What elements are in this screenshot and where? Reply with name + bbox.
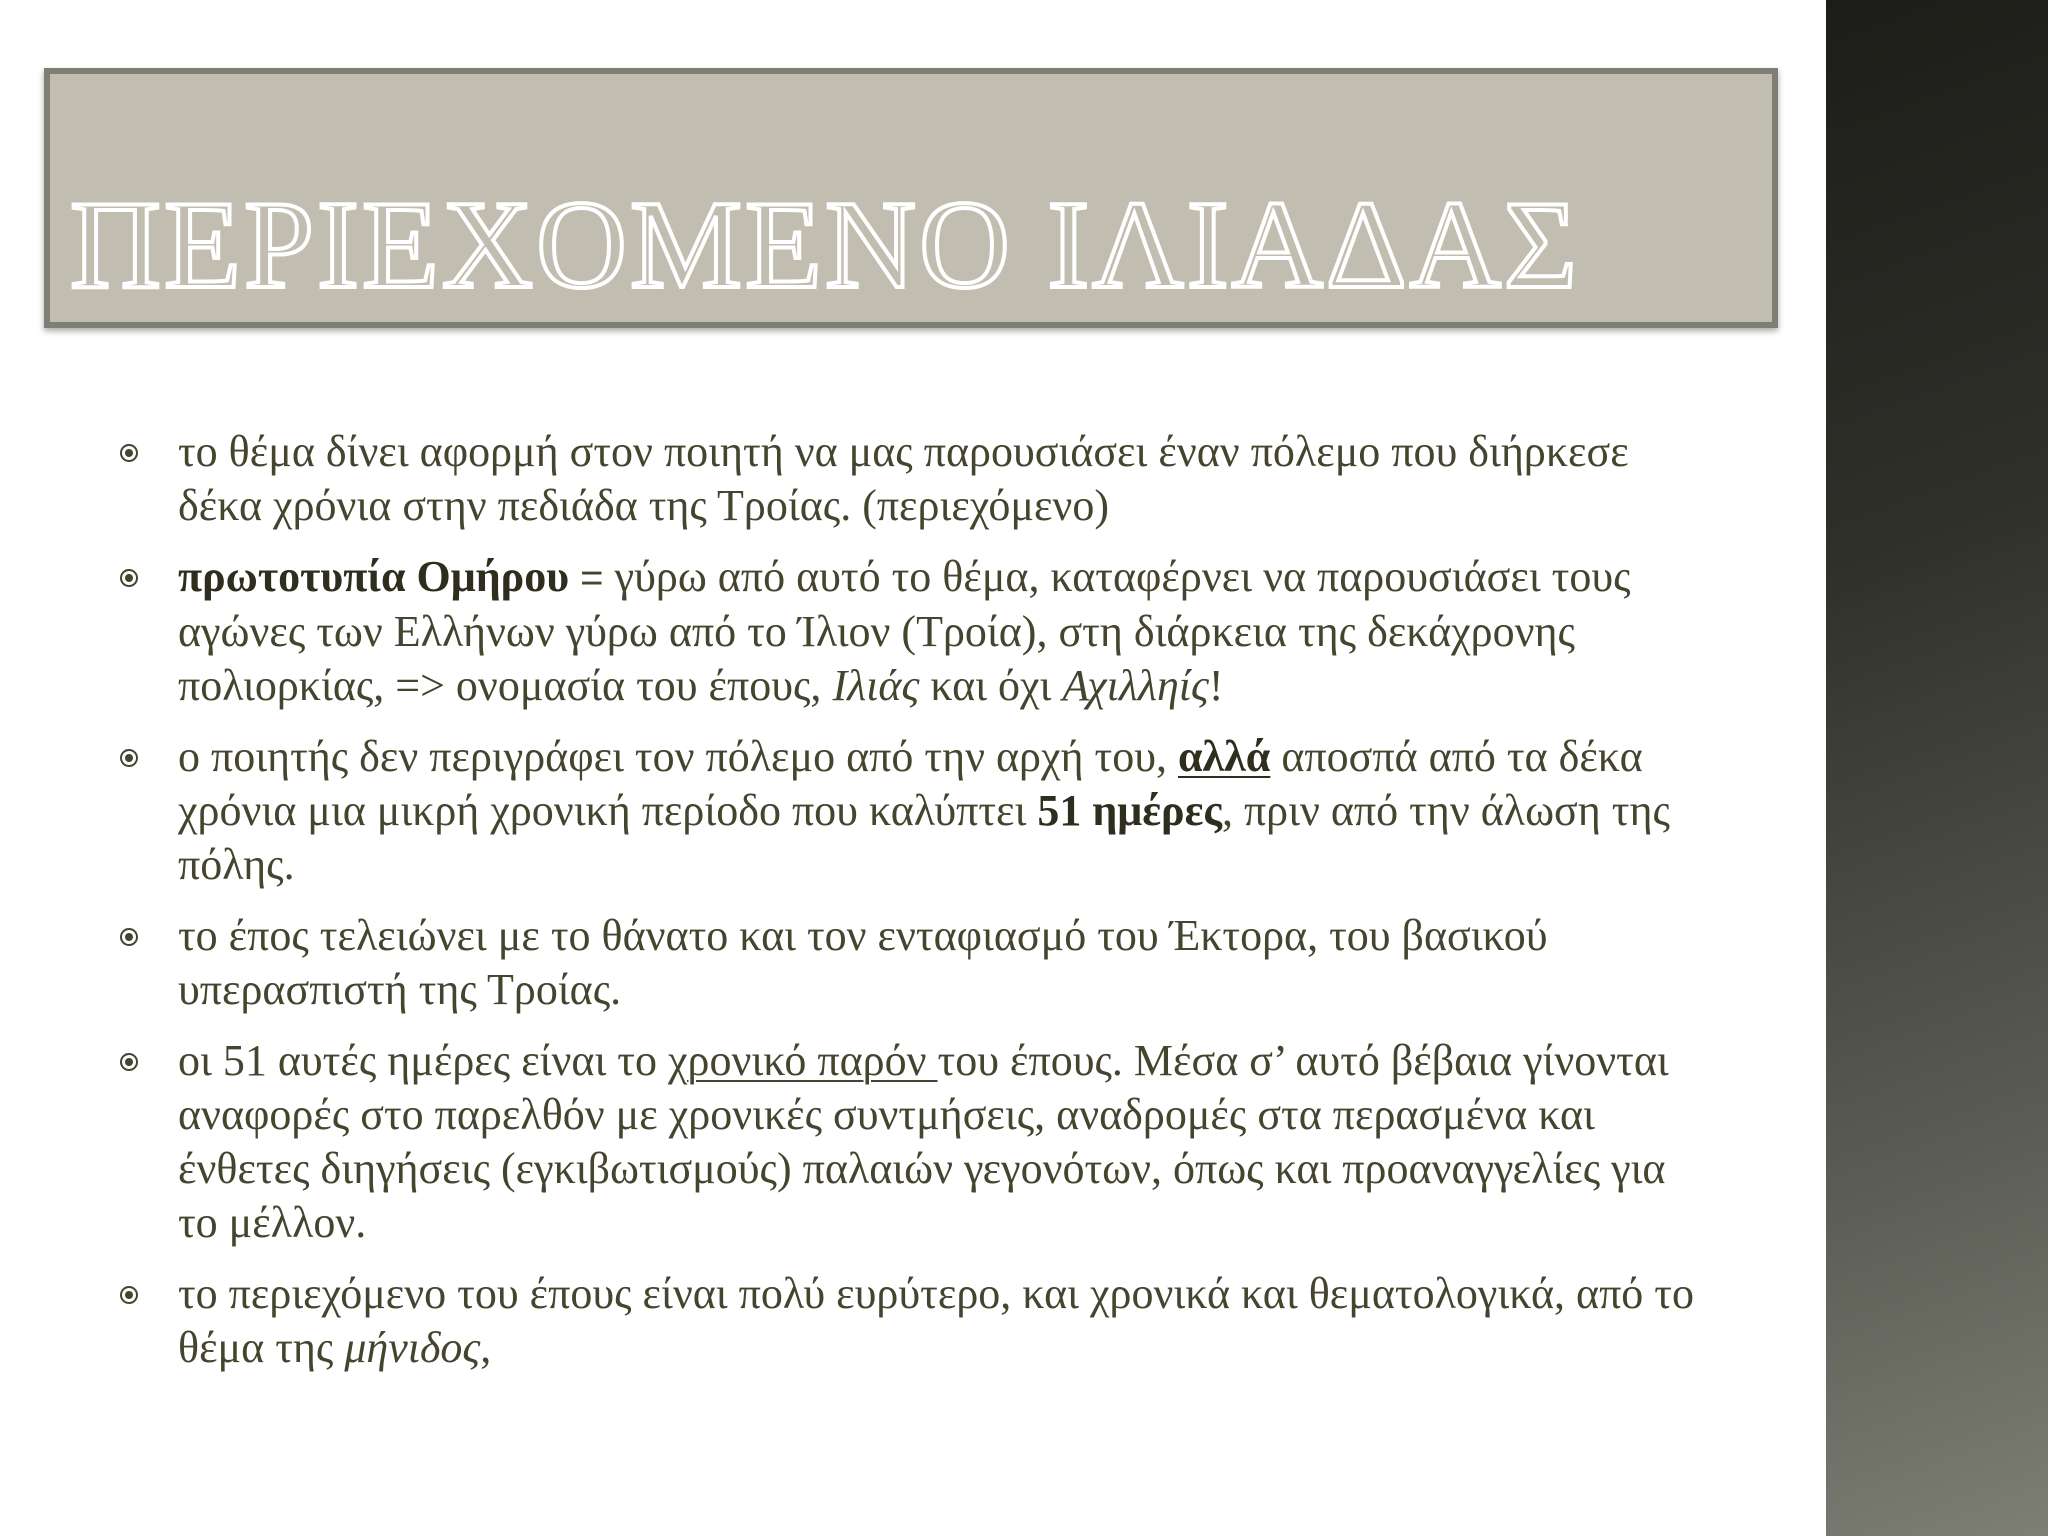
bold-lead-text: πρωτοτυπία Ομήρου: [178, 552, 570, 601]
circled-dot-bullet-icon: [120, 749, 138, 767]
circled-dot-bullet-icon: [120, 1286, 138, 1304]
bullet-text-mid: και όχι: [919, 661, 1063, 710]
circled-dot-bullet-icon: [120, 1053, 138, 1071]
bullet-list: [120, 425, 1710, 1392]
underlined-term: χρονικό παρόν: [667, 1036, 938, 1085]
bullet-item-6: [120, 1267, 1710, 1375]
bullet-item-2: [120, 550, 1710, 713]
bullet-text: το έπος τελειώνει με το θάνατο και τον ενταφιασμό του Έκτορα, του βασικού υπερασπιστή της Τροίας.: [178, 911, 1548, 1014]
bullet-text: του έπους. Μέσα σ’ αυτό βέβαια γίνονται αναφορές στο παρελθόν με χρονικές συντμήσεις, αναδρομές στα περασμένα και ένθετες διηγήσεις (εγκιβωτισμούς) παλαιών γεγονότων, όπως και προαναγγελίες για το μέλλον.: [178, 1036, 1669, 1247]
bullet-text-tail: !: [1208, 661, 1224, 710]
bullet-item-3: [120, 730, 1710, 892]
equals-sign: =: [569, 556, 615, 600]
circled-dot-bullet-icon: [120, 928, 138, 946]
bold-term: 51 ημέρες: [1037, 786, 1222, 835]
italic-term: μήνιδος: [344, 1323, 481, 1372]
bullet-text: οι 51 αυτές ημέρες είναι το: [178, 1036, 668, 1085]
bullet-text: αποσπά από τα δέκα χρόνια μια μικρή χρονική περίοδο που καλύπτει: [178, 732, 1643, 835]
decorative-side-strip: [1826, 0, 2048, 1536]
italic-term: Ιλιάς: [832, 661, 920, 710]
bullet-text: ο ποιητής δεν περιγράφει τον πόλεμο από την αρχή του,: [178, 732, 1178, 781]
bullet-item-1: [120, 425, 1710, 533]
bullet-text: το περιεχόμενο του έπους είναι πολύ ευρύτερο, και χρονικά και θεματολογικά, από το θέμα της: [178, 1269, 1694, 1372]
circled-dot-bullet-icon: [120, 569, 138, 587]
circled-dot-bullet-icon: [120, 444, 138, 462]
bullet-text-tail: ,: [480, 1323, 492, 1372]
slide-title: ΠΕΡΙΕΧΟΜΕΝΟ ΙΛΙΑΔΑΣ: [70, 176, 1581, 315]
italic-term: Αχιλληίς: [1062, 661, 1209, 710]
bullet-text: , πριν από την άλωση της πόλης.: [178, 786, 1670, 889]
underlined-bold-term: αλλά: [1178, 732, 1271, 781]
bullet-text: το θέμα δίνει αφορμή στον ποιητή να μας παρουσιάσει έναν πόλεμο που διήρκεσε δέκα χρόνια στην πεδιάδα της Τροίας. (περιεχόμενο): [178, 427, 1629, 530]
bullet-item-4: [120, 909, 1710, 1017]
bullet-item-5: [120, 1034, 1710, 1250]
bullet-text: γύρω από αυτό το θέμα, καταφέρνει να παρουσιάσει τους αγώνες των Ελλήνων γύρω από το Ίλιον (Τροία), στη διάρκεια της δεκάχρονης πολιορκίας, => ονομασία του έπους,: [178, 552, 1631, 710]
